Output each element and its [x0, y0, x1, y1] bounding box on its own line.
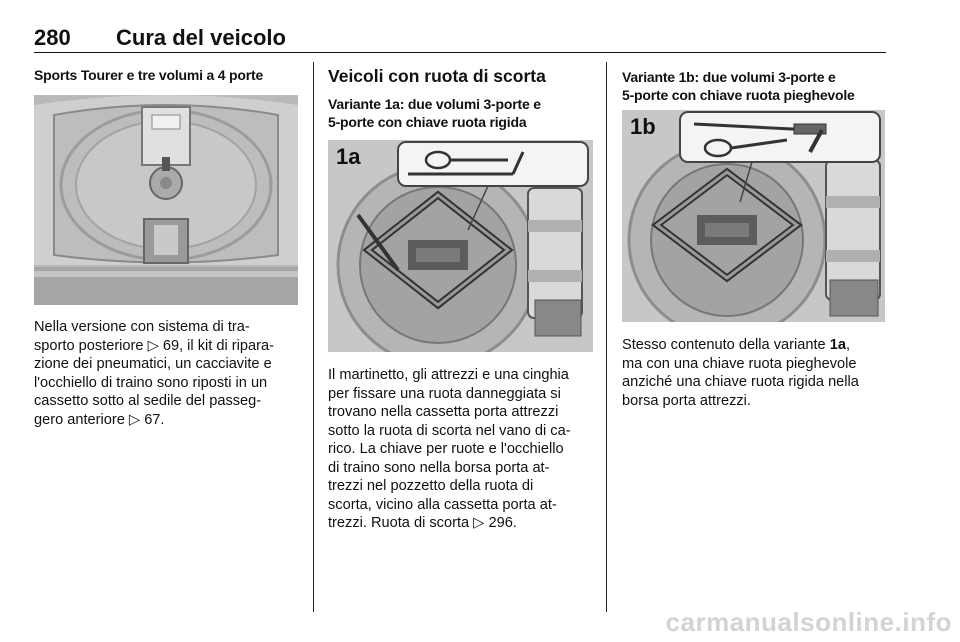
spare-wheel-illustration-1b [622, 110, 885, 322]
text-line: cassetto sotto al sedile del passeg- [34, 393, 262, 409]
text-line: rico. La chiave per ruote e l'occhiello [328, 441, 564, 457]
subheading-line: Variante 1b: due volumi 3-porte e [622, 69, 836, 85]
text-line: l'occhiello di traino sono riposti in un [34, 374, 268, 391]
column-divider [313, 62, 314, 612]
subheading [328, 95, 593, 131]
subheading: Sports Tourer e tre volumi a 4 porte [34, 67, 264, 83]
paragraph [622, 336, 890, 410]
figure-label: 1a [336, 144, 361, 169]
text-line: sporto posteriore ▷ 69, il kit di ripara- [34, 337, 274, 354]
text-line: borsa porta attrezzi. [622, 392, 751, 409]
section-title: Veicoli con ruota di scorta [328, 66, 546, 86]
spare-wheel-illustration-1a [328, 140, 593, 352]
text-line: trezzi nel pozzetto della ruota di [328, 478, 534, 494]
text-line: per fissare una ruota danneggiata si [328, 385, 561, 402]
paragraph [34, 318, 300, 429]
text-line: anziché una chiave ruota rigida nella [622, 374, 859, 390]
text-line: scorta, vicino alla cassetta porta at- [328, 496, 557, 513]
chapter-title: Cura del veicolo [116, 25, 286, 50]
text-line: Il martinetto, gli attrezzi e una cinghia [328, 367, 569, 383]
text-span: , [845, 337, 850, 353]
subheading-line: Variante 1a: due volumi 3-porte e [328, 96, 541, 112]
watermark: carmanualsonline.info [665, 607, 952, 637]
column-divider [606, 62, 607, 612]
paragraph [328, 366, 596, 533]
text-line: gero anteriore ▷ 67. [34, 411, 165, 428]
subheading-line: 5-porte con chiave ruota rigida [328, 114, 527, 130]
text-line: ma con una chiave ruota pieghevole [622, 355, 857, 372]
text-line [622, 336, 890, 355]
subheading-line: 5-porte con chiave ruota pieghevole [622, 87, 855, 103]
text-line: sotto la ruota di scorta nel vano di ca- [328, 422, 571, 439]
page-header [34, 20, 886, 53]
text-line: zione dei pneumatici, un cacciavite e [34, 356, 272, 372]
column-middle [328, 60, 593, 131]
text-line: trezzi. Ruota di scorta ▷ 296. [328, 515, 517, 531]
text-line: trovano nella cassetta porta attrezzi [328, 404, 559, 420]
page-number: 280 [34, 25, 71, 50]
subheading [622, 68, 885, 104]
figure-label: 1b [630, 114, 656, 139]
variant-reference: 1a [829, 337, 846, 353]
text-line: Nella versione con sistema di tra- [34, 319, 250, 335]
trunk-illustration [34, 95, 298, 305]
text-span: Stesso contenuto della variante [622, 337, 830, 353]
column-left [34, 60, 298, 84]
column-right [622, 60, 885, 104]
text-line: di traino sono nella borsa porta at- [328, 459, 550, 476]
